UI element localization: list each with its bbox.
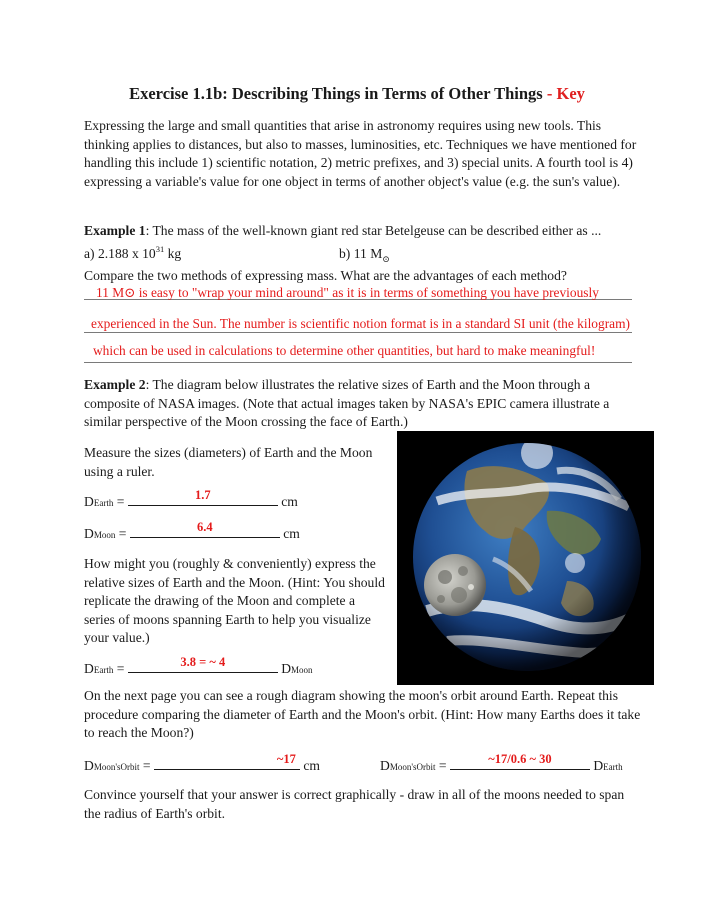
convince-instruction: Convince yourself that your answer is correct graphically - draw in all of the moons needed to span the radius of Earth's orbit. [84,787,625,821]
ratio-sub: Earth [93,665,114,675]
example1-statement [84,222,644,241]
sun-symbol-icon: ⊙ [382,254,390,264]
d-earth-blank[interactable] [128,488,278,506]
earth-moon-illustration [397,431,654,685]
d-earth-answer: 1.7 [194,488,211,502]
d-earth-var: D [84,494,94,509]
example1-question: Compare the two methods of expressing mass. What are the advantages of each method? [84,268,567,283]
ratio-line [84,655,313,677]
orbit-earths-sub: Moon'sOrbit [389,762,436,772]
example2-statement [84,376,644,432]
ratio-blank[interactable] [128,655,278,673]
measure-instruction: Measure the sizes (diameters) of Earth and the Moon using a ruler. [84,445,373,479]
orbit-cm-eq: = [139,758,154,773]
option-a-mantissa: a) 2.188 x 10 [84,246,156,261]
example2-label: Example 2 [84,377,146,392]
d-moon-line [84,520,300,542]
d-earth-eq: = [113,494,128,509]
relative-size-question: How might you (roughly & conveniently) express the relative sizes of Earth and the Moon. (Hint: You should replicate the drawing of the Moon and complete a series of moons spanning Earth to help you visualize your value.) [84,556,385,646]
earth-moon-image [397,431,654,685]
d-moon-var: D [84,526,94,541]
moon-disc [424,554,486,616]
orbit-cm-var: D [84,758,94,773]
answer-line-2 [84,332,632,333]
orbit-cm-answer: ~17 [276,752,296,766]
orbit-earths-line [380,752,623,774]
ratio-unit-sub: Moon [291,665,313,675]
orbit-cm-sub: Moon'sOrbit [93,762,140,772]
orbit-cm-line [84,752,320,774]
title-main: Exercise 1.1b: Describing Things in Terms of Other Things [129,84,543,103]
d-moon-sub: Moon [93,530,116,540]
answer-text-3: which can be used in calculations to determine other quantities, but hard to make meaningful! [93,343,596,358]
ratio-eq: = [113,661,128,676]
d-earth-unit: cm [277,494,298,509]
orbit-cm-blank[interactable] [154,752,300,770]
ratio-var: D [84,661,94,676]
example2-text: : The diagram below illustrates the relative sizes of Earth and the Moon through a composite of NASA images. (Note that actual images taken by NASA's EPIC camera illustrate a similar perspective of the Moon crossing the face of Earth.) [84,377,610,430]
title-key-label: - Key [542,84,585,103]
answer-text-1: 11 M⊙ is easy to "wrap your mind around" as it is in terms of something you have previously [96,285,599,300]
option-a-exponent: 31 [155,244,165,254]
d-moon-answer: 6.4 [197,520,213,534]
page-title [0,84,714,104]
option-a-unit: kg [164,246,182,261]
orbit-earths-eq: = [435,758,450,773]
orbit-cm-unit: cm [299,758,320,773]
orbit-earths-blank[interactable] [450,752,590,770]
ratio-answer: 3.8 = ~ 4 [180,655,226,669]
option-a [84,246,181,262]
example1-label: Example 1 [84,223,146,238]
option-b-value: b) 11 M [339,246,383,261]
ratio-unit-var: D [277,661,292,676]
d-moon-unit: cm [279,526,300,541]
orbit-instruction: On the next page you can see a rough diagram showing the moon's orbit around Earth. Repeat this procedure comparing the diameter of Earth and the Moon's orbit. (Hint: How many Earths does it take to reach the Moon?) [84,688,641,741]
d-earth-line [84,488,298,510]
orbit-earths-unit-sub: Earth [603,762,623,772]
intro-paragraph: Expressing the large and small quantities that arise in astronomy requires using new tools. This thinking applies to distances, but also to masses, luminosities, etc. Techniques we have mentioned for handling this include 1) scientific notation, 2) metric prefixes, and 3) special units. A fourth tool is 4) expressing a variable's value for one object in terms of another object's value (e.g. the sun's value). [84,118,637,189]
example1-text: : The mass of the well-known giant red star Betelgeuse can be described either as ... [145,223,602,238]
option-b [339,246,390,262]
d-earth-sub: Earth [93,498,114,508]
answer-text-2: experienced in the Sun. The number is scientific notion format is in a standard SI unit (the kilogram) [91,316,630,331]
orbit-earths-unit-var: D [589,758,604,773]
d-moon-blank[interactable] [130,520,280,538]
orbit-earths-var: D [380,758,390,773]
orbit-earths-answer: ~17/0.6 ~ 30 [488,752,552,766]
answer-line-3 [84,362,632,363]
d-moon-eq: = [115,526,130,541]
